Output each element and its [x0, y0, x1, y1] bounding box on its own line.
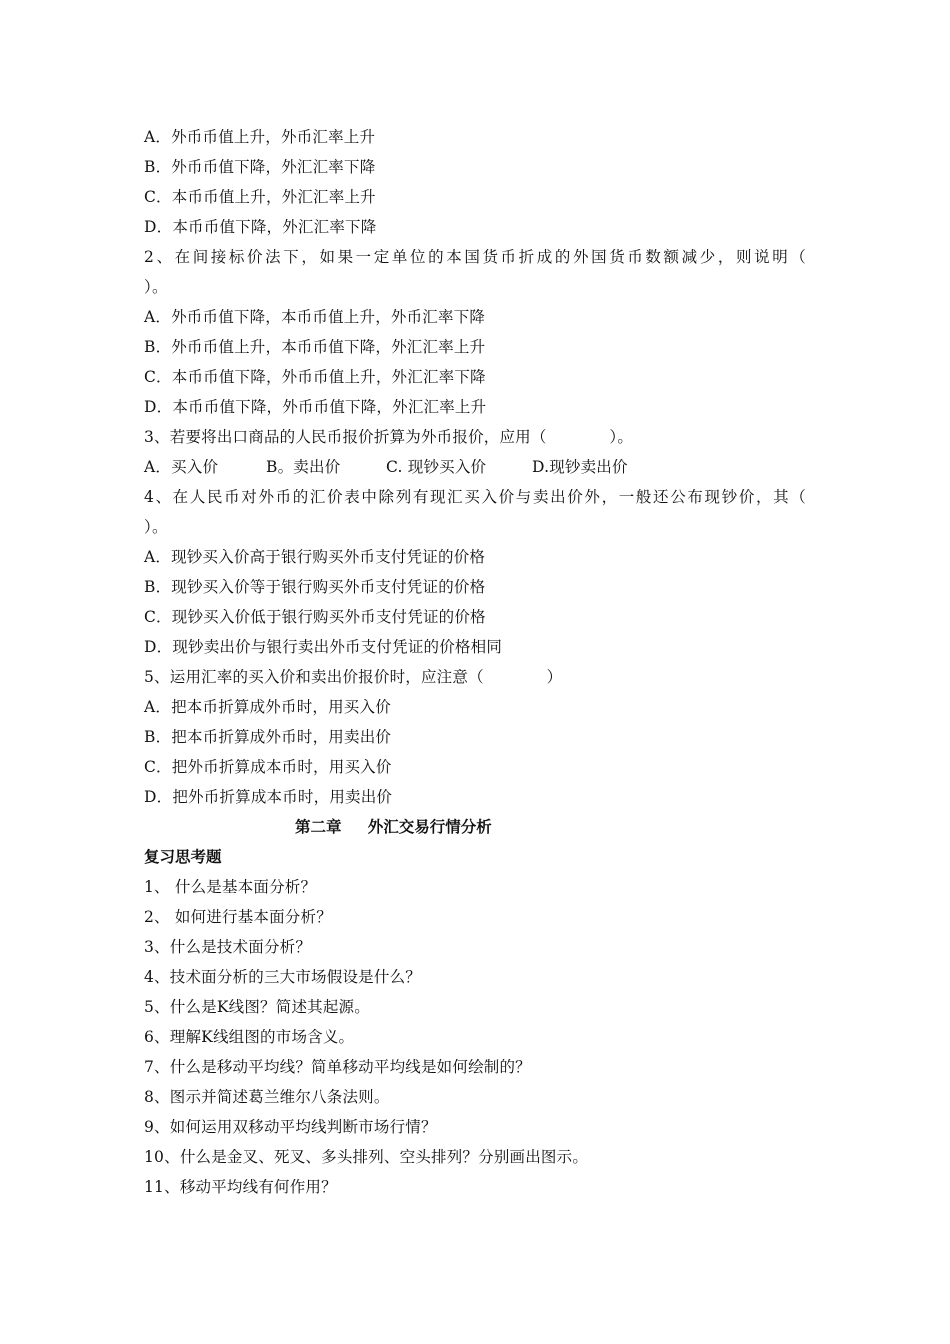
- q2-option-c: C．本币币值下降，外币币值上升，外汇汇率下降: [144, 368, 486, 386]
- q1-option-b: B．外币币值下降，外汇汇率下降: [144, 158, 376, 176]
- q4-option-b: B．现钞买入价等于银行购买外币支付凭证的价格: [144, 578, 486, 596]
- q3-option-c: C. 现钞买入价: [386, 458, 487, 476]
- q3-option-a: A．买入价: [144, 458, 219, 476]
- review-heading: 复习思考题: [144, 847, 222, 866]
- q2-stem-line2: ）。: [144, 278, 168, 296]
- chapter-title: 第二章 外汇交易行情分析: [295, 817, 492, 836]
- q1-option-a: A．外币币值上升，外币汇率上升: [144, 128, 376, 146]
- review-question-6: 6、理解K线组图的市场含义。: [144, 1028, 355, 1046]
- q3-options: [144, 452, 806, 482]
- q2-option-a: A．外币币值下降，本币币值上升，外币汇率下降: [144, 308, 486, 326]
- q4-stem-line1: 4、在人民币对外币的汇价表中除列有现汇买入价与卖出价外，一般还公布现钞价，其（: [144, 488, 806, 506]
- q4-option-c: C．现钞买入价低于银行购买外币支付凭证的价格: [144, 608, 486, 626]
- document-body: [144, 122, 806, 1202]
- q5-stem: 5、运用汇率的买入价和卖出价报价时，应注意（ ）: [144, 668, 563, 686]
- review-question-4: 4、技术面分析的三大市场假设是什么？: [144, 968, 421, 986]
- review-question-5: 5、什么是K线图？简述其起源。: [144, 998, 370, 1016]
- review-question-2: 2、 如何进行基本面分析？: [144, 908, 332, 926]
- review-question-8: 8、图示并简述葛兰维尔八条法则。: [144, 1088, 390, 1106]
- q3-option-d: D.现钞卖出价: [532, 458, 628, 476]
- q3-option-b: B。卖出价: [266, 458, 341, 476]
- review-question-7: 7、什么是移动平均线？简单移动平均线是如何绘制的？: [144, 1058, 531, 1076]
- review-question-3: 3、什么是技术面分析？: [144, 938, 312, 956]
- q3-stem: 3、若要将出口商品的人民币报价折算为外币报价，应用（ ）。: [144, 428, 634, 446]
- q1-option-d: D．本币币值下降，外汇汇率下降: [144, 218, 377, 236]
- q5-option-a: A．把本币折算成外币时，用买入价: [144, 698, 391, 716]
- review-question-9: 9、如何运用双移动平均线判断市场行情？: [144, 1118, 437, 1136]
- q2-option-b: B．外币币值上升，本币币值下降，外汇汇率上升: [144, 338, 486, 356]
- q5-option-d: D．把外币折算成本币时，用卖出价: [144, 788, 393, 806]
- review-question-11: 11、移动平均线有何作用？: [144, 1178, 337, 1196]
- q4-option-a: A．现钞买入价高于银行购买外币支付凭证的价格: [144, 548, 486, 566]
- q2-stem-line1: 2、在间接标价法下，如果一定单位的本国货币折成的外国货币数额减少，则说明（: [144, 248, 806, 266]
- q5-option-c: C．把外币折算成本币时，用买入价: [144, 758, 392, 776]
- q5-option-b: B．把本币折算成外币时，用卖出价: [144, 728, 392, 746]
- q4-stem-line2: ）。: [144, 518, 168, 536]
- q4-option-d: D．现钞卖出价与银行卖出外币支付凭证的价格相同: [144, 638, 503, 656]
- review-question-1: 1、 什么是基本面分析？: [144, 878, 317, 896]
- review-question-10: 10、什么是金叉、死叉、多头排列、空头排列？分别画出图示。: [144, 1148, 589, 1166]
- q2-option-d: D．本币币值下降，外币币值下降，外汇汇率上升: [144, 398, 487, 416]
- q1-option-c: C．本币币值上升，外汇汇率上升: [144, 188, 376, 206]
